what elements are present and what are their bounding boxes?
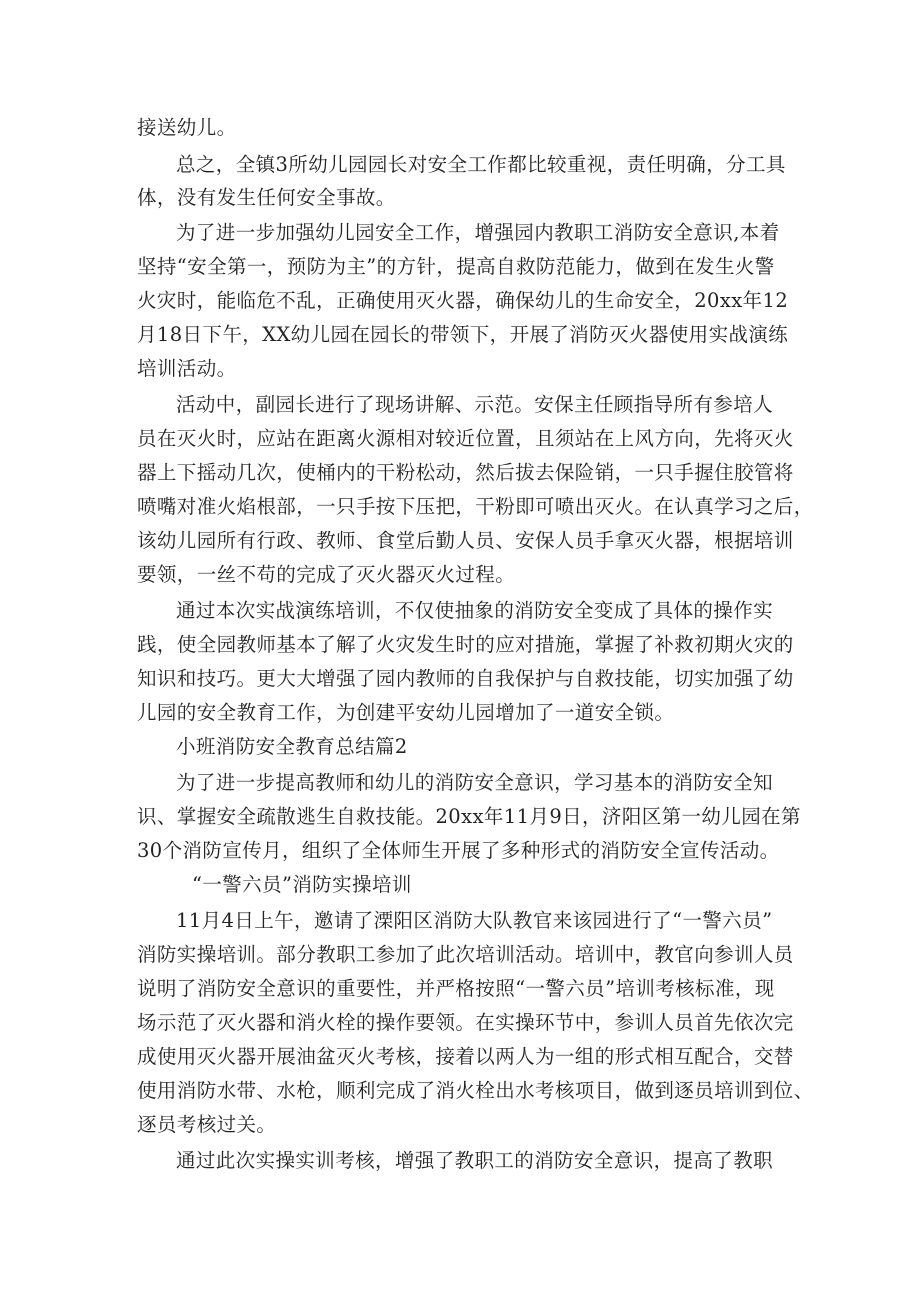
text-line: 儿园的安全教育工作，为创建平安幼儿园增加了一道安全锁。 [137, 701, 675, 724]
text-line: 火灾时，能临危不乱，正确使用灭火器，确保幼儿的生命安全，20xx年12 [137, 289, 789, 312]
text-line: 逐员考核过关。 [137, 1113, 277, 1136]
text-line: 要领，一丝不苟的完成了灭火器灭火过程。 [137, 563, 516, 586]
text-line: 器上下摇动几次，使桶内的干粉松动，然后拔去保险销，一只手握住胶管将 [137, 461, 794, 484]
text-line: 30个消防宣传月，组织了全体师生开展了多种形式的消防安全宣传活动。 [137, 839, 780, 862]
paragraph-line: 为了进一步加强幼儿园安全工作，增强园内教职工消防安全意识,本着 [176, 221, 780, 244]
text-line: 消防实操培训。部分教职工参加了此次培训活动。培训中，教官向参训人员 [137, 943, 794, 966]
text-line: 场示范了灭火器和消火栓的操作要领。在实操环节中，参训人员首先依次完 [137, 1011, 794, 1034]
paragraph-line: 为了进一步提高教师和幼儿的消防安全意识，学习基本的消防安全知 [176, 771, 774, 794]
paragraph-line: 活动中，副园长进行了现场讲解、示范。安保主任顾指导所有参培人 [176, 393, 774, 416]
paragraph-line: 通过此次实操实训考核，增强了教职工的消防安全意识，提高了教职 [176, 1149, 774, 1172]
text-line: 员在灭火时，应站在距离火源相对较近位置，且须站在上风方向，先将灭火 [137, 427, 794, 450]
paragraph-line: 总之，全镇3所幼儿园园长对安全工作都比较重视，责任明确，分工具 [176, 153, 786, 176]
section-heading: 小班消防安全教育总结篇2 [176, 735, 408, 758]
text-line: 成使用灭火器开展油盆灭火考核，接着以两人为一组的形式相互配合，交替 [137, 1045, 794, 1068]
text-line: 培训活动。 [137, 357, 237, 380]
text-line: 识、掌握安全疏散逃生自救技能。20xx年11月9日，济阳区第一幼儿园在第 [137, 805, 801, 828]
paragraph-line: 通过本次实战演练培训，不仅使抽象的消防安全变成了具体的操作实 [176, 599, 774, 622]
text-line: 体，没有发生任何安全事故。 [137, 186, 396, 209]
text-line: 喷嘴对准火焰根部，一只手按下压把，干粉即可喷出灭火。在认真学习之后， [137, 495, 814, 518]
text-line: 坚持“安全第一，预防为主”的方针，提高自救防范能力，做到在发生火警 [137, 255, 775, 278]
text-line: 践，使全园教师基本了解了火灾发生时的应对措施，掌握了补救初期火灾的 [137, 633, 794, 656]
text-line: 使用消防水带、水枪，顺利完成了消火栓出水考核项目，做到逐员培训到位、 [137, 1079, 814, 1102]
paragraph-line: 11月4日上午，邀请了溧阳区消防大队教官来该园进行了“一警六员” [176, 909, 773, 932]
subheading: “一警六员”消防实操培训 [192, 873, 412, 896]
text-line: 说明了消防安全意识的重要性，并严格按照“一警六员”培训考核标准，现 [137, 977, 775, 1000]
text-line: 知识和技巧。更大大增强了园内教师的自我保护与自救技能，切实加强了幼 [137, 667, 794, 690]
text-line: 接送幼儿。 [137, 116, 237, 139]
text-line: 该幼儿园所有行政、教师、食堂后勤人员、安保人员手拿灭火器，根据培训 [137, 529, 794, 552]
text-line: 月18日下午，XX幼儿园在园长的带领下，开展了消防灭火器使用实战演练 [137, 323, 789, 346]
